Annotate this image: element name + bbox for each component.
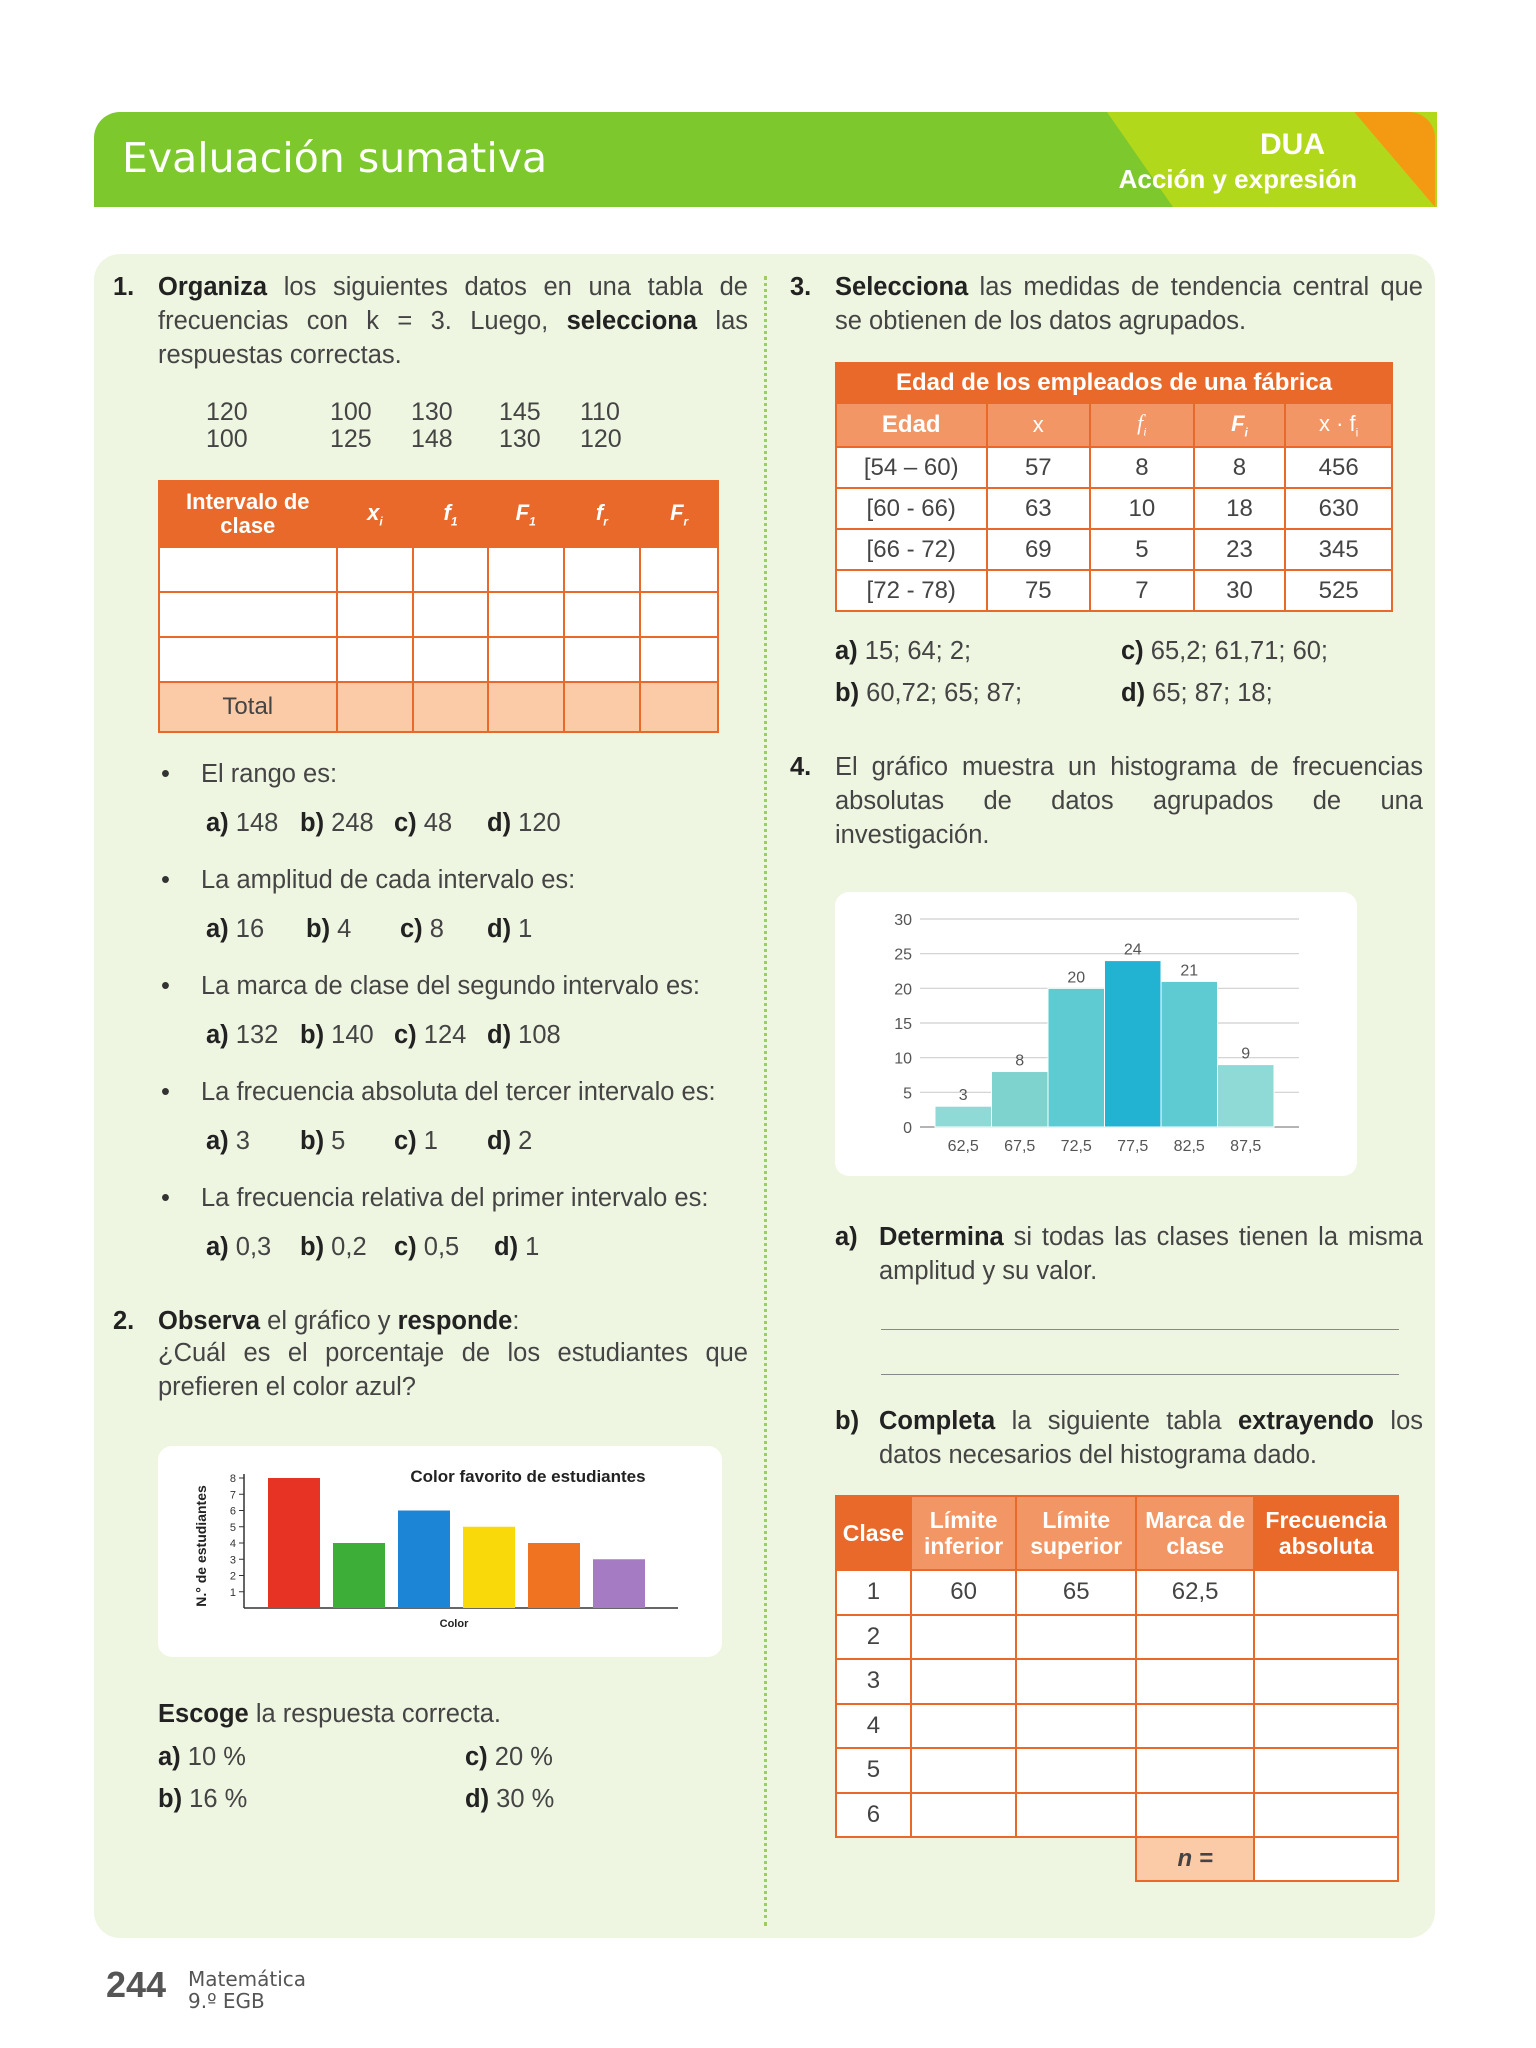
q2-choose-verb: Escoge	[158, 1700, 249, 1728]
q2-verb1: Observa	[158, 1307, 261, 1335]
color-bar	[268, 1478, 320, 1608]
q3-col-xfi: $x \cdot f_i$	[1285, 403, 1392, 447]
q3-table-cell: 345	[1285, 529, 1392, 570]
q1-cell[interactable]	[337, 637, 414, 682]
answer-line[interactable]	[881, 1374, 1399, 1375]
page-number: 244	[106, 1964, 167, 2005]
q4-table-row	[836, 1704, 1398, 1749]
q4-table-cell[interactable]	[1254, 1704, 1398, 1749]
q4-table-cell[interactable]	[911, 1659, 1017, 1704]
q1-cell[interactable]	[488, 547, 564, 592]
bar-value-label: 9	[1241, 1045, 1251, 1063]
q4-table-cell[interactable]	[1016, 1793, 1136, 1838]
q1-data-value: 120	[580, 425, 622, 453]
q3-table-cell: 75	[987, 570, 1091, 611]
q1-text1: los siguientes datos en una tabla de frecuencias con k = 3. Luego,	[158, 273, 748, 335]
q3-text: las medidas de tendencia central que se obtienen de los datos agrupados.	[835, 273, 1423, 335]
q1-data-value: 100	[206, 425, 248, 453]
q1-cell[interactable]	[159, 637, 337, 682]
q4-col-marca-clase: Marca de clase	[1136, 1496, 1254, 1570]
q1-option[interactable]: b) 0,2	[300, 1233, 367, 1261]
q1-col-f1: $f_1$	[413, 481, 488, 547]
q1-cell[interactable]	[488, 592, 564, 637]
q4a-verb: Determina	[879, 1223, 1004, 1251]
q4-col-frecuencia: Frecuencia absoluta	[1254, 1496, 1398, 1570]
q3-col-x: x	[987, 403, 1091, 447]
dua-title: DUA	[1260, 128, 1325, 161]
y-tick-label: 20	[894, 981, 912, 999]
q4-table-row	[836, 1793, 1398, 1838]
q4-table-row	[836, 1659, 1398, 1704]
q4-col-clase: Clase	[836, 1496, 911, 1570]
q1-total-cell[interactable]	[337, 682, 414, 732]
q1-option[interactable]: d) 108	[487, 1021, 561, 1049]
y-tick-label: 4	[229, 1538, 236, 1550]
y-tick-label: 25	[894, 946, 912, 964]
q1-cell[interactable]	[564, 592, 641, 637]
q4b-label: b)	[835, 1407, 860, 1435]
q4b-text1: la siguiente tabla	[1011, 1407, 1222, 1435]
section-header	[94, 112, 1435, 207]
q4-table-cell[interactable]	[911, 1615, 1017, 1660]
q1-option[interactable]: c) 124	[394, 1021, 467, 1049]
q1-total-cell[interactable]	[564, 682, 641, 732]
q4-number: 4.	[790, 753, 812, 781]
q1-data-value: 110	[580, 398, 620, 426]
q3-table-cell: 63	[987, 488, 1091, 529]
q1-option[interactable]: c) 1	[394, 1127, 438, 1155]
color-bar	[593, 1559, 645, 1608]
q1-option[interactable]: d) 1	[487, 915, 533, 943]
q2-question: ¿Cuál es el porcentaje de los estudiantes que prefieren el color azul?	[158, 1339, 748, 1401]
bar-value-label: 24	[1123, 941, 1142, 959]
q4-table-cell[interactable]	[1254, 1659, 1398, 1704]
q3-table-cell: 630	[1285, 488, 1392, 529]
q1-data-value: 145	[499, 398, 541, 426]
q4-table-cell[interactable]	[1136, 1615, 1254, 1660]
q1-option[interactable]: c) 8	[400, 915, 444, 943]
q4-statement: El gráfico muestra un histograma de frecuencias absolutas de datos agrupados de una investigación.	[835, 753, 1423, 849]
footer-grade: 9.º EGB	[188, 1989, 265, 2013]
x-tick-label: 72,5	[1060, 1138, 1092, 1155]
q1-item-prompt: • La amplitud de cada intervalo es:	[201, 866, 575, 895]
q1-cell[interactable]	[413, 637, 488, 682]
q4-table-cell[interactable]	[1254, 1793, 1398, 1838]
q1-col-xi: $x_i$	[337, 481, 414, 547]
q3-table-row	[836, 529, 1392, 570]
q4a-text: si todas las clases tienen la misma amplitud y su valor.	[879, 1223, 1423, 1285]
q2-chart-card	[158, 1446, 722, 1657]
q3-table-cell: [60 - 66)	[836, 488, 987, 529]
q1-item-prompt: • La frecuencia relativa del primer intervalo es:	[201, 1184, 708, 1213]
q1-statement	[158, 270, 748, 372]
y-tick-label: 15	[894, 1016, 912, 1033]
q4-table-cell[interactable]	[1136, 1704, 1254, 1749]
q1-verb1: Organiza	[158, 273, 268, 301]
q3-table-cell: [72 - 78)	[836, 570, 987, 611]
q4b-text2: los datos necesarios del histograma dado.	[879, 1407, 1424, 1469]
chart-title: Color favorito de estudiantes	[410, 1467, 646, 1486]
q3-option[interactable]: b) 60,72; 65; 87;	[835, 679, 1023, 707]
q4-table-cell: 60	[911, 1570, 1017, 1615]
q1-data-value: 120	[206, 398, 248, 426]
footer-subject	[188, 1968, 306, 2012]
q4a-label: a)	[835, 1223, 858, 1251]
y-tick-label: 7	[229, 1489, 236, 1502]
q4-table-cell: 2	[836, 1615, 911, 1660]
q4-table-cell[interactable]	[1016, 1748, 1136, 1793]
q1-total-label: Total	[159, 682, 337, 732]
q2-number: 2.	[113, 1307, 135, 1335]
q3-verb: Selecciona	[835, 273, 969, 301]
q2-choose-text: la respuesta correcta.	[255, 1700, 502, 1728]
q1-data-value: 125	[330, 425, 372, 453]
q4-n-cell[interactable]	[1254, 1837, 1398, 1881]
q4-table-cell[interactable]	[1254, 1615, 1398, 1660]
q4-chart-card	[835, 892, 1357, 1176]
bar-value-label: 20	[1067, 969, 1086, 987]
q4-table-cell: 5	[836, 1748, 911, 1793]
y-tick-label: 0	[903, 1120, 912, 1137]
q4-n-label: n =	[1136, 1837, 1254, 1881]
q4-table-cell[interactable]	[1136, 1748, 1254, 1793]
q1-cell[interactable]	[337, 592, 414, 637]
x-axis-label: Color	[439, 1618, 469, 1630]
q3-option[interactable]: c) 65,2; 61,71; 60;	[1121, 637, 1329, 665]
color-bar	[398, 1511, 450, 1609]
q1-cell[interactable]	[564, 547, 641, 592]
y-tick-label: 5	[229, 1521, 236, 1534]
q3-table-cell: 18	[1194, 488, 1286, 529]
q4b-statement	[879, 1404, 1423, 1472]
q1-total-cell[interactable]	[488, 682, 564, 732]
q3-table-cell: 456	[1285, 447, 1392, 488]
color-bar	[528, 1543, 580, 1608]
q1-option[interactable]: a) 148	[206, 809, 279, 837]
q1-total-cell[interactable]	[413, 682, 488, 732]
x-tick-label: 87,5	[1230, 1138, 1262, 1155]
q2-instruction: Observa el gráfico y responde:	[158, 1307, 520, 1335]
footer-subject-name: Matemática	[188, 1967, 307, 1991]
q4-table-row	[836, 1748, 1398, 1793]
q1-option[interactable]: c) 0,5	[394, 1233, 460, 1261]
q1-cell[interactable]	[413, 592, 488, 637]
q4-table	[835, 1495, 1399, 1882]
q3-table-cell: 69	[987, 529, 1091, 570]
q1-option[interactable]: b) 5	[300, 1127, 346, 1155]
color-chart	[158, 1446, 722, 1657]
q1-col-F1: $F_1$	[488, 481, 564, 547]
q3-col-fi: $f_i$	[1090, 403, 1194, 447]
y-axis-label: N.° de estudiantes	[193, 1485, 209, 1607]
bar-value-label: 3	[958, 1087, 968, 1105]
q2-option[interactable]: a) 10 %	[158, 1743, 246, 1771]
q4-table-cell: 1	[836, 1570, 911, 1615]
q3-table-cell: [66 - 72)	[836, 529, 987, 570]
q2-verb2: responde	[397, 1307, 513, 1335]
q1-cell[interactable]	[640, 547, 718, 592]
q3-table-cell: [54 – 60)	[836, 447, 987, 488]
q2-mid: el gráfico y	[267, 1307, 391, 1335]
q1-data-value: 148	[411, 425, 453, 453]
histogram-bar	[1105, 961, 1162, 1127]
q4-table-cell[interactable]	[911, 1793, 1017, 1838]
q4-table-cell[interactable]	[911, 1748, 1017, 1793]
q2-option[interactable]: b) 16 %	[158, 1785, 248, 1813]
q4-table-cell: 6	[836, 1793, 911, 1838]
q1-option[interactable]: b) 140	[300, 1021, 374, 1049]
q1-cell[interactable]	[640, 592, 718, 637]
q3-table	[835, 362, 1393, 612]
q4-col-limite-superior: Límite superior	[1016, 1496, 1136, 1570]
q1-option[interactable]: c) 48	[394, 809, 453, 837]
histogram-bar	[1161, 981, 1218, 1127]
y-tick-label: 3	[229, 1554, 236, 1567]
q3-statement	[835, 270, 1423, 338]
q3-number: 3.	[790, 273, 812, 301]
q4-table-cell[interactable]	[1254, 1748, 1398, 1793]
q3-table-cell: 8	[1090, 447, 1194, 488]
color-bar	[463, 1527, 515, 1608]
q3-table-cell: 23	[1194, 529, 1286, 570]
q1-verb2: selecciona	[566, 307, 698, 335]
q3-table-cell: 57	[987, 447, 1091, 488]
q3-table-row	[836, 447, 1392, 488]
q1-cell[interactable]	[337, 547, 414, 592]
q1-data-value: 130	[499, 425, 541, 453]
q1-option[interactable]: a) 132	[206, 1021, 279, 1049]
q4-table-cell: 62,5	[1136, 1570, 1254, 1615]
y-tick-label: 10	[894, 1050, 912, 1068]
q4-table-row	[836, 1615, 1398, 1660]
q1-col-intervalo: Intervalo de clase	[159, 481, 337, 547]
q3-table-row	[836, 488, 1392, 529]
q1-option[interactable]: a) 0,3	[206, 1233, 272, 1261]
histogram-bar	[935, 1106, 992, 1127]
q3-table-cell: 30	[1194, 570, 1286, 611]
q3-table-title: Edad de los empleados de una fábrica	[836, 363, 1392, 403]
histogram-bar	[1218, 1065, 1275, 1127]
q4-table-cell: 4	[836, 1704, 911, 1749]
y-tick-label: 5	[903, 1085, 912, 1103]
y-tick-label: 8	[229, 1473, 236, 1485]
q1-cell[interactable]	[488, 637, 564, 682]
q1-data-value: 100	[330, 398, 372, 426]
bar-value-label: 8	[1015, 1052, 1025, 1070]
q1-frequency-table	[158, 480, 719, 733]
answer-line[interactable]	[881, 1329, 1399, 1330]
q1-option[interactable]: a) 16	[206, 915, 265, 943]
q1-text2: las respuestas correctas.	[158, 307, 749, 369]
q3-table-cell: 8	[1194, 447, 1286, 488]
y-tick-label: 30	[894, 912, 912, 929]
q3-table-cell: 10	[1090, 488, 1194, 529]
q2-choose	[158, 1697, 501, 1731]
q4-table-cell[interactable]	[1254, 1570, 1398, 1615]
q4a-statement	[879, 1220, 1423, 1288]
q1-item-prompt: • El rango es:	[201, 760, 337, 789]
q1-option[interactable]: b) 248	[300, 809, 374, 837]
q4b-verb2: extrayendo	[1237, 1407, 1375, 1435]
q4-table-cell[interactable]	[1016, 1704, 1136, 1749]
q4-table-cell: 65	[1016, 1570, 1136, 1615]
q1-option[interactable]: d) 120	[487, 809, 561, 837]
y-tick-label: 2	[229, 1570, 236, 1583]
q2-option[interactable]: d) 30 %	[465, 1785, 555, 1813]
q4-table-cell[interactable]	[1136, 1793, 1254, 1838]
q4-table-row	[836, 1570, 1398, 1615]
color-bar	[333, 1543, 385, 1608]
histogram-bar	[1048, 988, 1105, 1127]
q1-option[interactable]: d) 1	[494, 1233, 540, 1261]
q1-cell[interactable]	[159, 547, 337, 592]
q4-table-cell[interactable]	[1016, 1659, 1136, 1704]
q1-option[interactable]: b) 4	[306, 915, 352, 943]
q3-table-row	[836, 570, 1392, 611]
x-tick-label: 67,5	[1004, 1138, 1036, 1155]
dua-subtitle: Acción y expresión	[1118, 164, 1357, 194]
q4-col-limite-inferior: Límite inferior	[911, 1496, 1017, 1570]
q1-col-fr: $f_r$	[564, 481, 641, 547]
q3-col-Fi: $F_i$	[1194, 403, 1286, 447]
q3-table-cell: 5	[1090, 529, 1194, 570]
column-divider	[764, 276, 767, 1926]
x-tick-label: 62,5	[947, 1138, 979, 1155]
histogram-chart	[835, 892, 1357, 1176]
q3-col-edad: Edad	[836, 403, 987, 447]
q4-table-cell[interactable]	[1136, 1659, 1254, 1704]
y-tick-label: 1	[229, 1586, 236, 1599]
q4-table-cell: 3	[836, 1659, 911, 1704]
q4b-verb1: Completa	[879, 1407, 996, 1435]
page-title: Evaluación sumativa	[122, 134, 548, 182]
bar-value-label: 21	[1180, 962, 1199, 980]
q1-cell[interactable]	[413, 547, 488, 592]
q3-option[interactable]: d) 65; 87; 18;	[1121, 679, 1273, 707]
q1-col-Fr: $F_r$	[640, 481, 718, 547]
x-tick-label: 77,5	[1117, 1138, 1149, 1155]
q1-number: 1.	[113, 273, 135, 301]
q1-option[interactable]: a) 3	[206, 1127, 250, 1155]
q1-cell[interactable]	[640, 637, 718, 682]
y-tick-label: 6	[229, 1505, 236, 1518]
q1-cell[interactable]	[564, 637, 641, 682]
x-tick-label: 82,5	[1173, 1138, 1205, 1155]
q1-cell[interactable]	[159, 592, 337, 637]
q3-table-cell: 525	[1285, 570, 1392, 611]
q1-total-cell[interactable]	[640, 682, 718, 732]
q1-item-prompt: • La frecuencia absoluta del tercer intervalo es:	[201, 1078, 716, 1107]
q4-table-cell[interactable]	[1016, 1615, 1136, 1660]
q3-table-cell: 7	[1090, 570, 1194, 611]
histogram-bar	[992, 1072, 1049, 1127]
q2-option[interactable]: c) 20 %	[465, 1743, 553, 1771]
q4-table-cell[interactable]	[911, 1704, 1017, 1749]
q3-option[interactable]: a) 15; 64; 2;	[835, 637, 972, 665]
q1-item-prompt: • La marca de clase del segundo intervalo es:	[201, 972, 700, 1001]
q1-data-value: 130	[411, 398, 453, 426]
q1-option[interactable]: d) 2	[487, 1127, 533, 1155]
